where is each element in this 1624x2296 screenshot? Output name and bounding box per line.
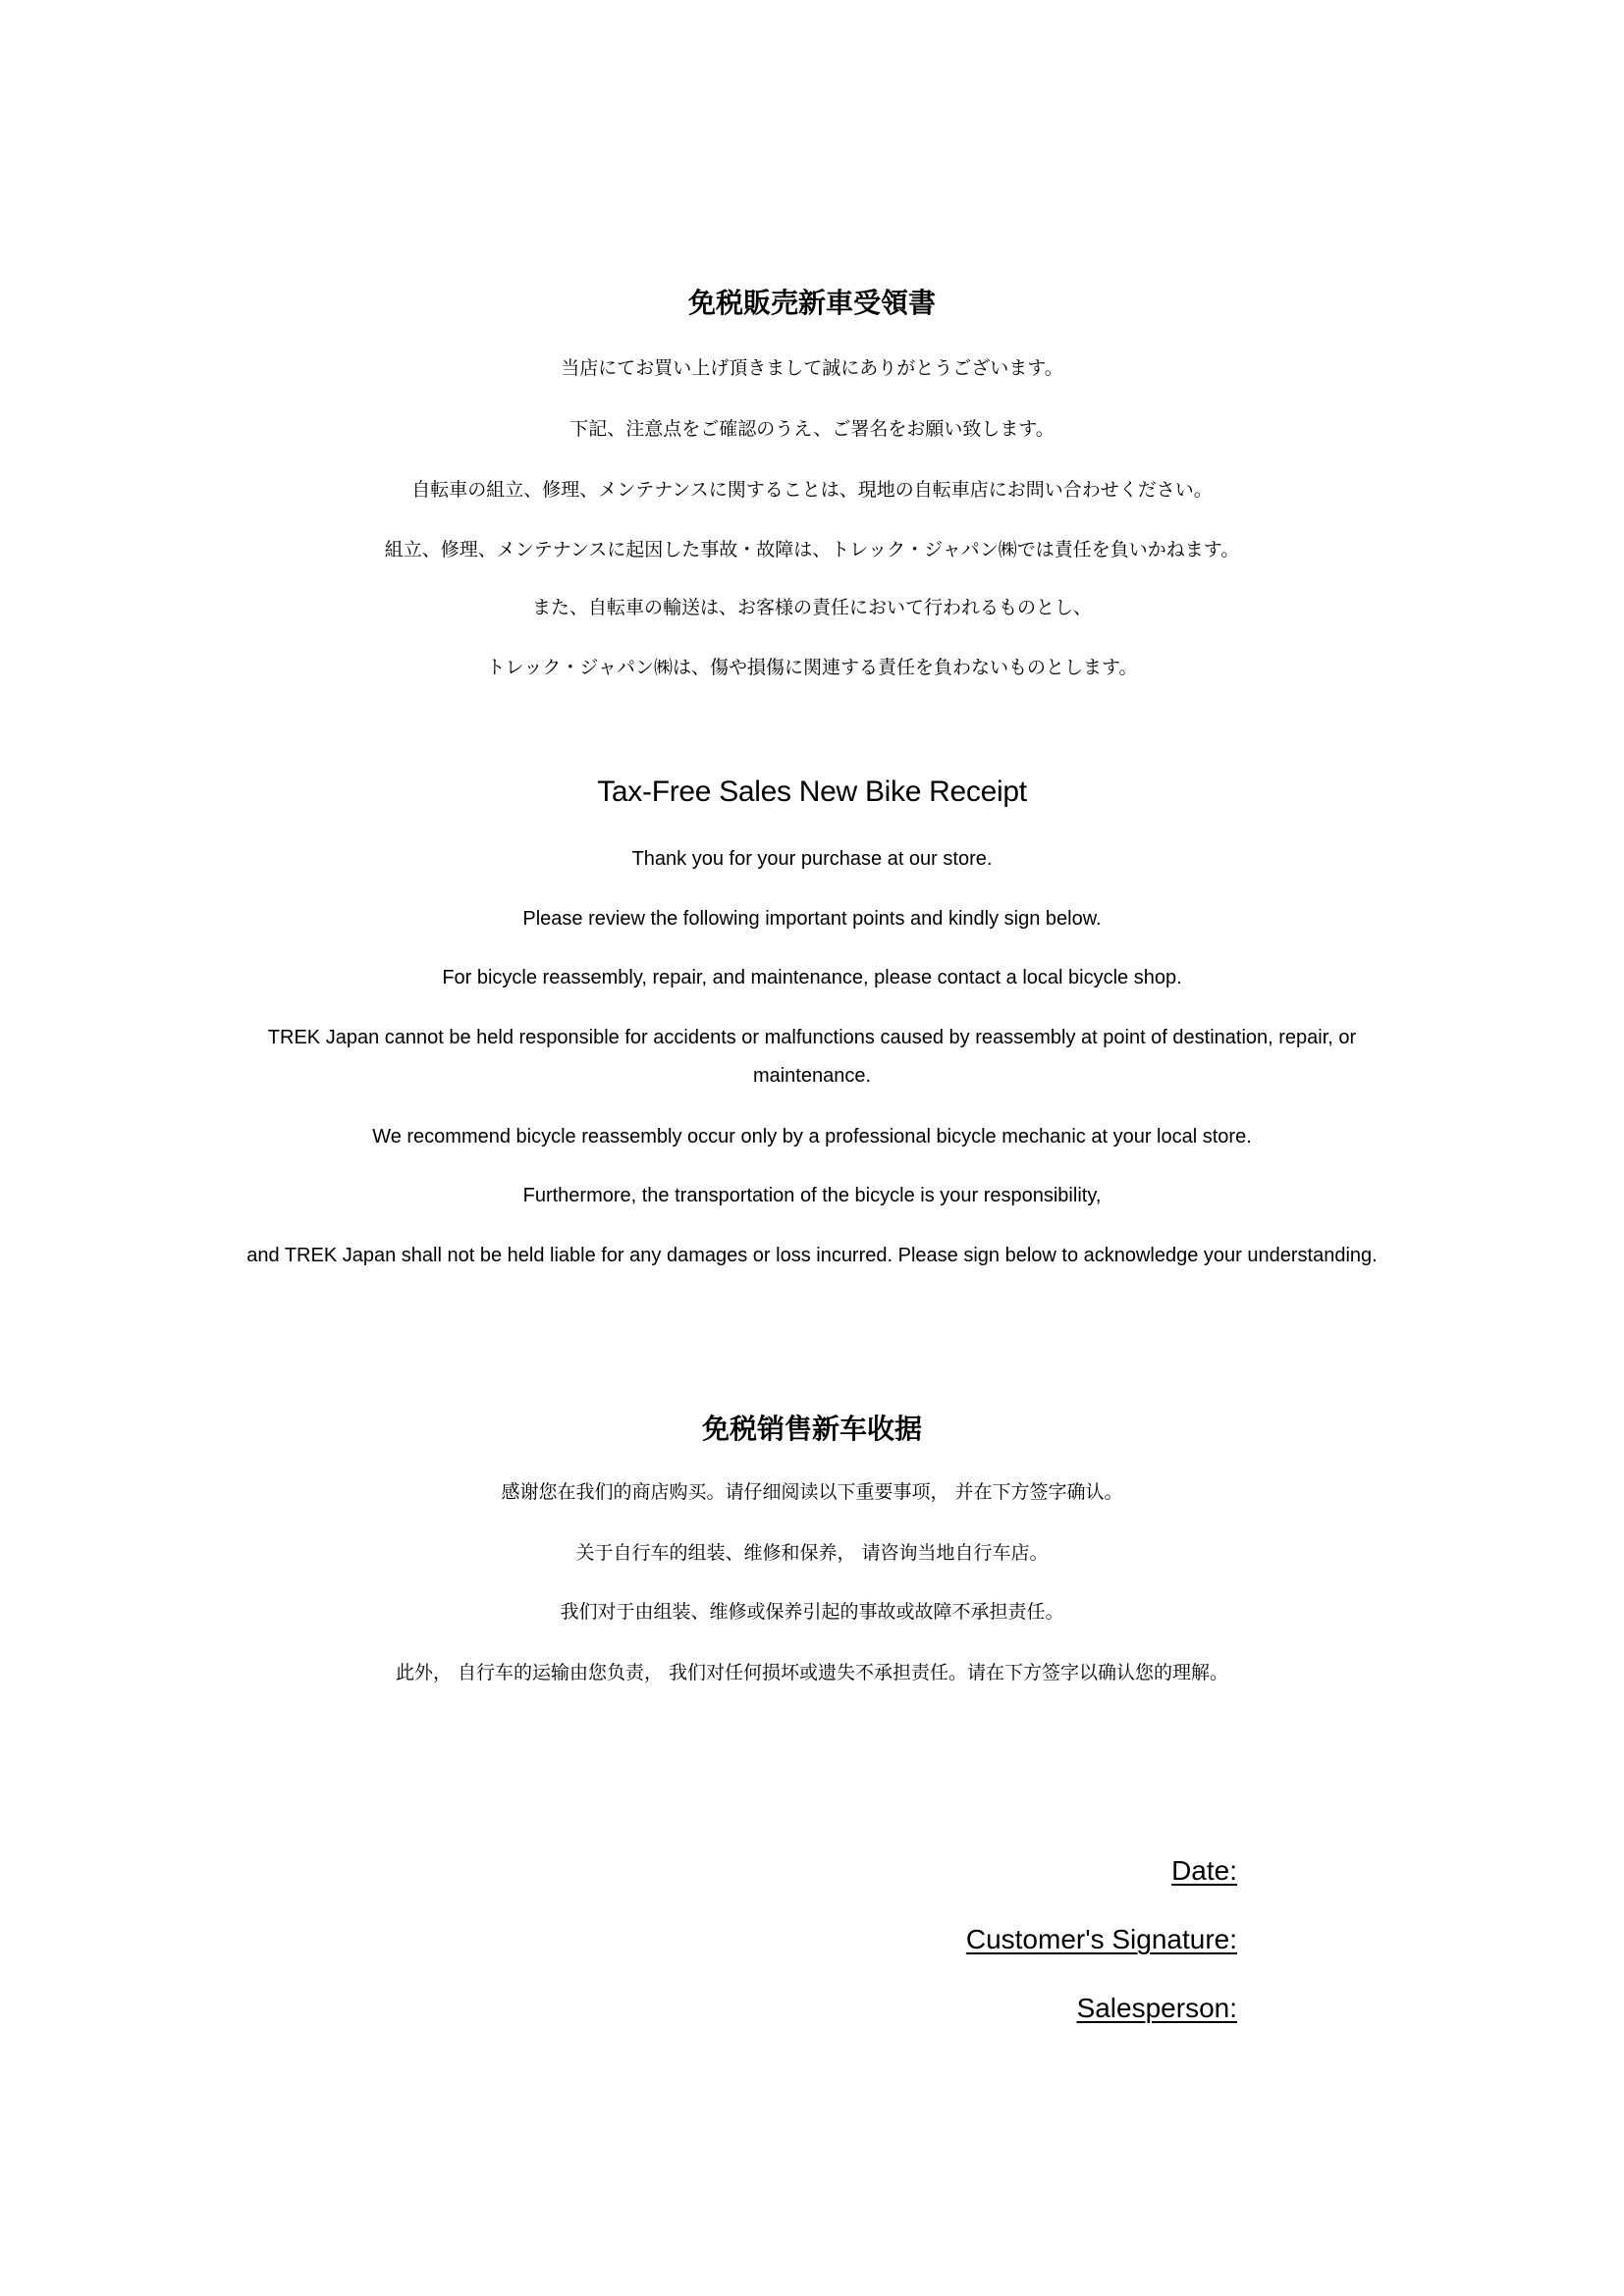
chinese-title: 免税销售新车收据 <box>701 1413 922 1445</box>
chinese-line-3: 我们对于由组装、维修或保养引起的事故或故障不承担责任。 <box>560 1601 1064 1623</box>
japanese-line-1: 当店にてお買い上げ頂きまして誠にありがとうございます。 <box>561 357 1063 379</box>
english-line-4: TREK Japan cannot be held responsible for accidents or malfunctions caused by reassembly at point of destination, repair, or maintenance. <box>267 1027 1357 1087</box>
japanese-line-3: 自転車の組立、修理、メンテナンスに関することは、現地の自転車店にお問い合わせください。 <box>411 479 1213 501</box>
chinese-line-4: 此外， 自行车的运输由您负责， 我们对任何损坏或遗失不承担责任。请在下方签字以确认您的理解。 <box>395 1662 1229 1683</box>
english-title: Tax-Free Sales New Bike Receipt <box>597 775 1027 808</box>
japanese-line-2: 下記、注意点をご確認のうえ、ご署名をお願い致します。 <box>569 418 1055 440</box>
english-line-2: Please review the following important points and kindly sign below. <box>522 908 1102 930</box>
english-line-1: Thank you for your purchase at our store. <box>631 848 993 870</box>
english-line-3: For bicycle reassembly, repair, and maintenance, please contact a local bicycle shop. <box>442 967 1182 988</box>
chinese-line-2: 关于自行车的组装、维修和保养， 请咨询当地自行车店。 <box>575 1542 1049 1564</box>
english-line-7: and TREK Japan shall not be held liable for any damages or loss incurred. Please sign below to acknowledge your understanding. <box>246 1245 1378 1266</box>
japanese-title: 免税販売新車受領書 <box>687 287 936 319</box>
english-line-5: We recommend bicycle reassembly occur only by a professional bicycle mechanic at your local store. <box>372 1126 1252 1148</box>
date-field-label: Date: <box>1171 1855 1237 1886</box>
salesperson-field-label: Salesperson: <box>1076 1993 1237 2023</box>
japanese-line-5: また、自転車の輸送は、お客様の責任において行われるものとし、 <box>531 597 1092 618</box>
japanese-line-6: トレック・ジャパン㈱は、傷や損傷に関連する責任を負わないものとします。 <box>486 657 1138 678</box>
english-line-6: Furthermore, the transportation of the bicycle is your responsibility, <box>522 1185 1102 1206</box>
chinese-line-1: 感谢您在我们的商店购买。请仔细阅读以下重要事项， 并在下方签字确认。 <box>501 1481 1123 1503</box>
customer-signature-field-label: Customer's Signature: <box>965 1924 1237 1954</box>
japanese-line-4: 組立、修理、メンテナンスに起因した事故・故障は、トレック・ジャパン㈱では責任を負いかねます。 <box>384 539 1240 561</box>
